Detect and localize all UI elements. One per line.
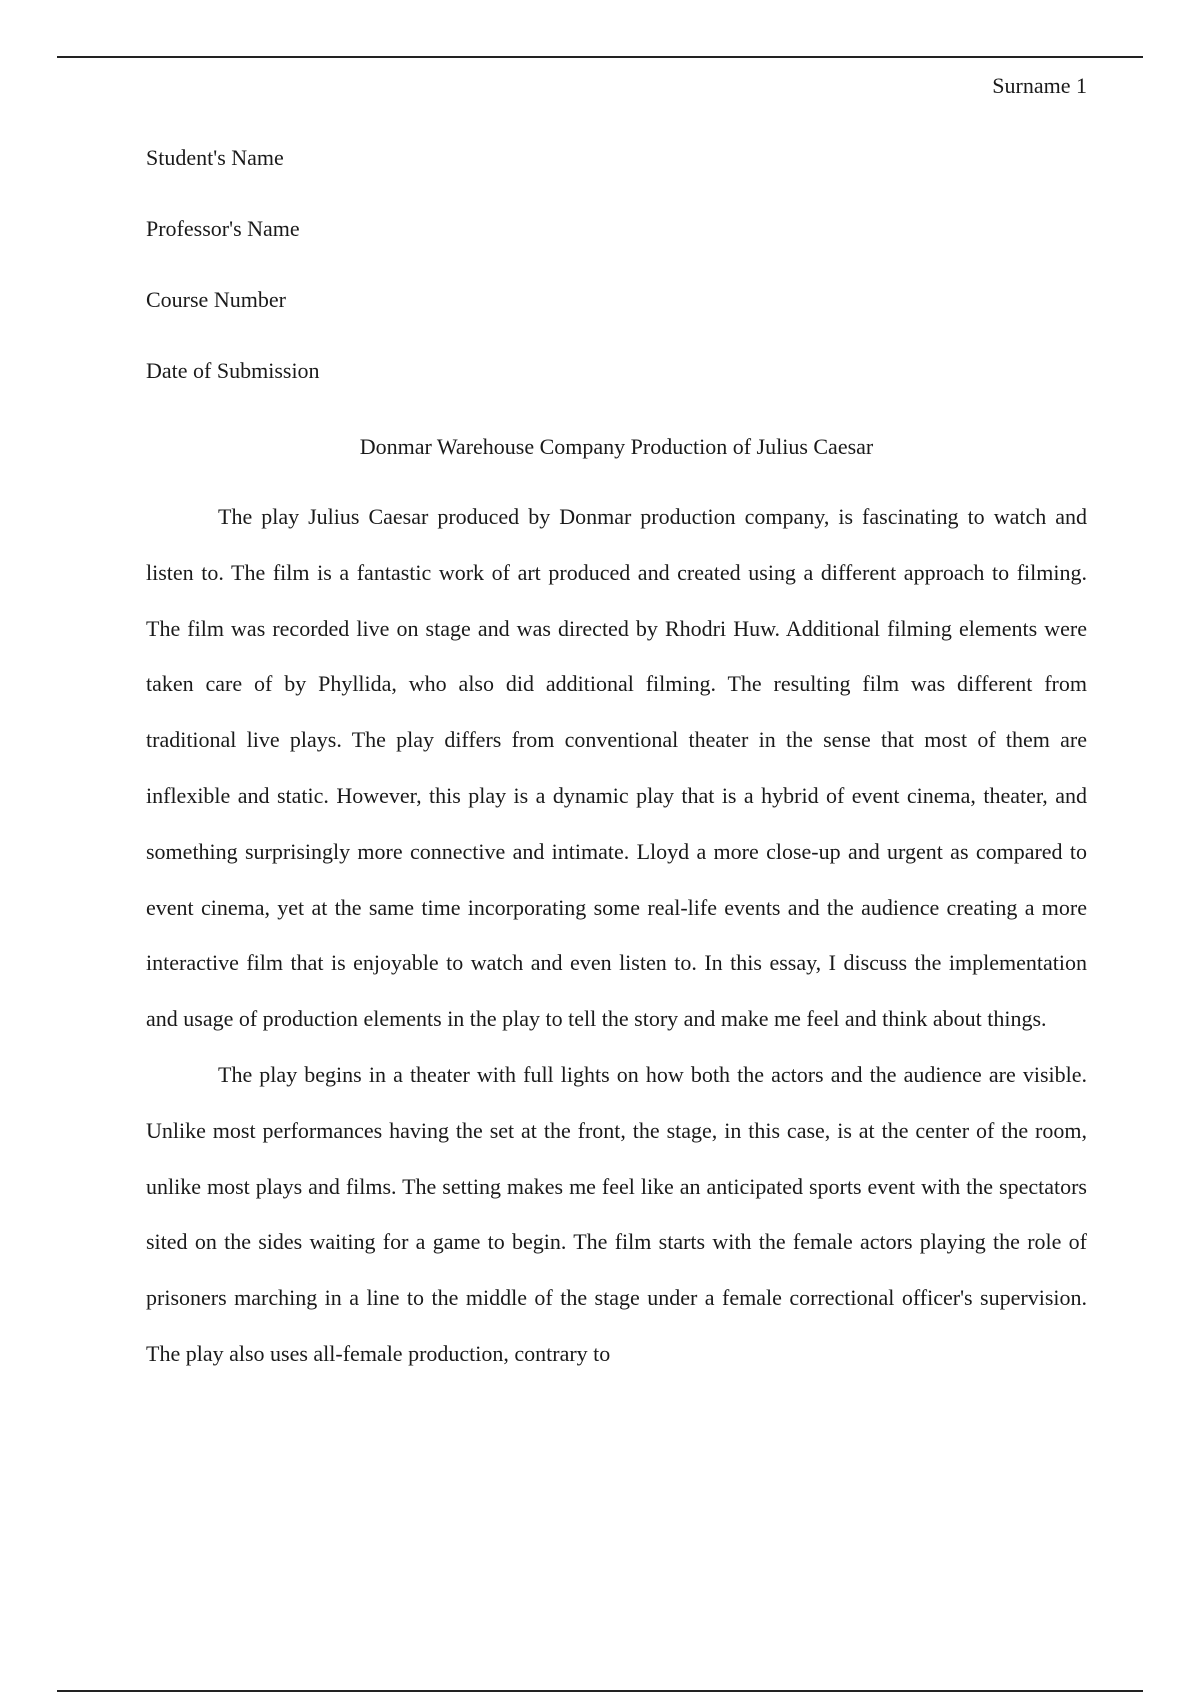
document-title: Donmar Warehouse Company Production of Julius Caesar [359,434,874,459]
professor-name-line: Professor's Name [146,216,300,241]
top-rule [57,56,1143,58]
course-number-line: Course Number [146,287,286,312]
running-head: Surname 1 [992,73,1087,98]
bottom-rule [57,1690,1143,1692]
body-paragraph-1: The play Julius Caesar produced by Donmar production company, is fascinating to watch and listen to. The film is a fantastic work of art produced and created using a different approach to filming. The film was recorded live on stage and was directed by Rhodri Huw. Additional filming elements were taken care of by Phyllida, who also did additional filming. The resulting film was different from traditional live plays. The play differs from conventional theater in the sense that most of them are inflexible and static. However, this play is a dynamic play that is a hybrid of event cinema, theater, and something surprisingly more connective and intimate. Lloyd a more close-up and urgent as compared to event cinema, yet at the same time incorporating some real-life events and the audience creating a more interactive film that is enjoyable to watch and even listen to. In this essay, I discuss the implementation and usage of production elements in the play to tell the story and make me feel and think about things. [146,504,1087,1032]
body-paragraph-2: The play begins in a theater with full lights on how both the actors and the audience are visible. Unlike most performances having the set at the front, the stage, in this case, is at the center of the room, unlike most plays and films. The setting makes me feel like an anticipated sports event with the spectators sited on the sides waiting for a game to begin. The film starts with the female actors playing the role of prisoners marching in a line to the middle of the stage under a female correctional officer's supervision. The play also uses all-female production, contrary to [146,1061,1087,1366]
submission-date-line: Date of Submission [146,358,320,383]
student-heading-block [146,144,1087,428]
document-body [146,489,1087,1382]
student-name-line: Student's Name [146,145,284,170]
